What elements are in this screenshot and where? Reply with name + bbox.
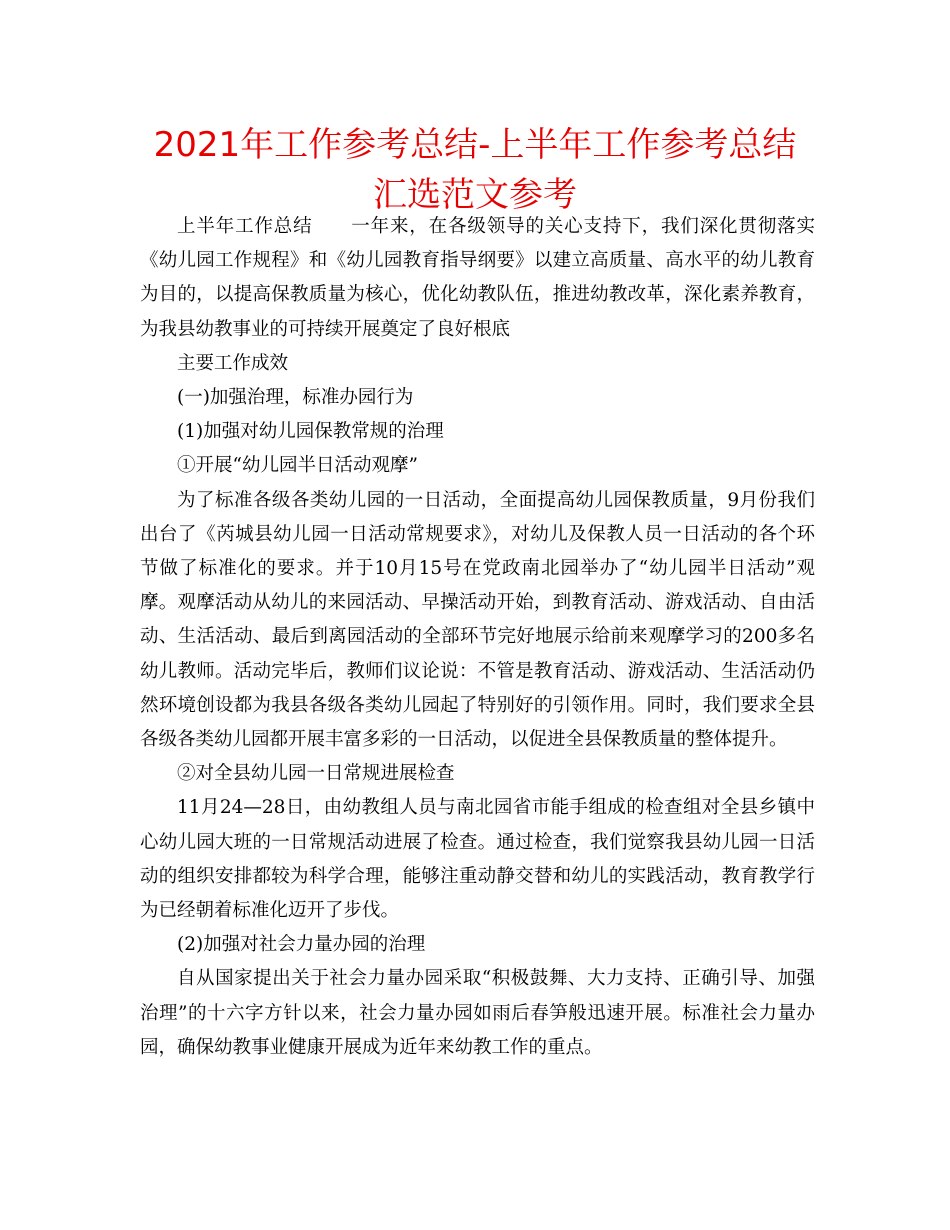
paragraph-half-day-observation: 为了标准各级各类幼儿园的一日活动，全面提高幼儿园保教质量，9月份我们出台了《芮城县幼儿园一日活动常规要求》，对幼儿及保教人员一日活动的各个环节做了标准化的要求。并于10月15号在党政南北园举办了“幼儿园半日活动”观摩。观摩活动从幼儿的来园活动、早操活动开始，到教育活动、游戏活动、自由活动、生活活动、最后到离园活动的全部环节完好地展示给前来观摩学习的200多名幼儿教师。活动完毕后，教师们议论说：不管是教育活动、游戏活动、生活活动仍然环境创设都为我县各级各类幼儿园起了特别好的引领作用。同时，我们要求全县各级各类幼儿园都开展丰富多彩的一日活动，以促进全县保教质量的整体提升。	[140, 489, 815, 751]
paragraph-inspection: 11月24—28日，由幼教组人员与南北园省市能手组成的检查组对全县乡镇中心幼儿园大班的一日常规活动进展了检查。通过检查，我们觉察我县幼儿园一日活动的组织安排都较为科学合理，能够注重动静交替和幼儿的实践活动，教育教学行为已经朝着标准化迈开了步伐。	[140, 797, 815, 922]
paragraph-social-kindergartens: 自从国家提出关于社会力量办园采取“积极鼓舞、大力支持、正确引导、加强治理”的十六字方针以来，社会力量办园如雨后春笋般迅速开展。标准社会力量办园，确保幼教事业健康开展成为近年来幼教工作的重点。	[140, 968, 815, 1058]
document-title: 2021年工作参考总结-上半年工作参考总结汇选范文参考	[153, 125, 797, 215]
heading-subsection-2: (2)加强对社会力量办园的治理	[177, 934, 426, 956]
document-body	[140, 210, 815, 1065]
heading-section-1: (一)加强治理，标准办园行为	[177, 387, 414, 409]
paragraph-intro: 上半年工作总结 一年来，在各级领导的关心支持下，我们深化贯彻落实《幼儿园工作规程》和《幼儿园教育指导纲要》以建立高质量、高水平的幼儿教育为目的，以提高保教质量为核心，优化幼教队伍，推进幼教改革，深化素养教育，为我县幼教事业的可持续开展奠定了良好根底	[140, 216, 815, 340]
heading-item-1: ①开展“幼儿园半日活动观摩”	[177, 455, 418, 477]
heading-item-2: ②对全县幼儿园一日常规进展检查	[177, 763, 455, 785]
heading-main-achievements: 主要工作成效	[177, 352, 289, 374]
heading-subsection-1: (1)加强对幼儿园保教常规的治理	[177, 421, 444, 443]
